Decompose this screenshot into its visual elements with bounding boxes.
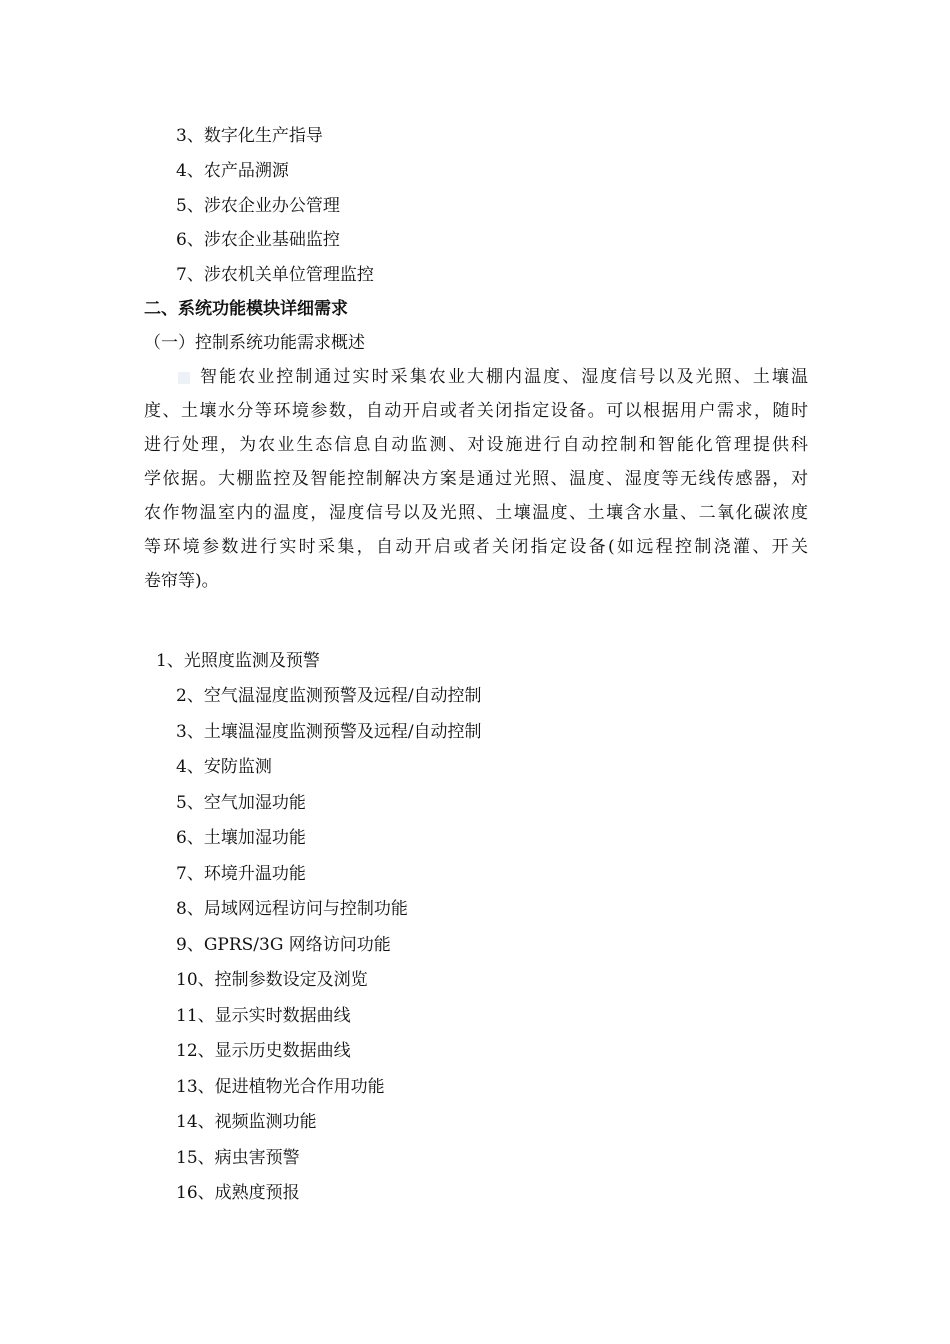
list-item: 6、涉农企业基础监控 <box>176 230 340 250</box>
paragraph-line: 等环境参数进行实时采集，自动开启或者关闭指定设备(如远程控制浇灌、开关 <box>144 537 808 557</box>
paragraph-line: 学依据。大棚监控及智能控制解决方案是通过光照、温度、湿度等无线传感器，对 <box>144 469 808 489</box>
list-item: 5、涉农企业办公管理 <box>176 196 340 216</box>
paragraph-line: 智能农业控制通过实时采集农业大棚内温度、湿度信号以及光照、土壤温 <box>200 367 808 387</box>
list-item: 16、成熟度预报 <box>176 1183 300 1203</box>
list-item: 4、农产品溯源 <box>176 161 289 181</box>
subsection-heading: （一）控制系统功能需求概述 <box>144 333 365 353</box>
list-item: 14、视频监测功能 <box>176 1112 317 1132</box>
list-item: 1、光照度监测及预警 <box>156 651 320 671</box>
list-item: 12、显示历史数据曲线 <box>176 1041 351 1061</box>
list-item: 7、涉农机关单位管理监控 <box>176 265 374 285</box>
list-item: 11、显示实时数据曲线 <box>176 1006 351 1026</box>
list-item: 6、土壤加湿功能 <box>176 828 306 848</box>
paragraph-line: 卷帘等)。 <box>144 571 219 591</box>
paragraph-line: 进行处理，为农业生态信息自动监测、对设施进行自动控制和智能化管理提供科 <box>144 435 808 455</box>
section-heading: 二、系统功能模块详细需求 <box>144 299 348 319</box>
list-item: 2、空气温湿度监测预警及远程/自动控制 <box>176 686 482 706</box>
list-item: 15、病虫害预警 <box>176 1148 300 1168</box>
list-item: 13、促进植物光合作用功能 <box>176 1077 385 1097</box>
list-item: 8、局域网远程访问与控制功能 <box>176 899 408 919</box>
list-item: 9、GPRS/3G 网络访问功能 <box>176 935 391 955</box>
paragraph-marker <box>178 372 190 384</box>
list-item: 7、环境升温功能 <box>176 864 306 884</box>
list-item: 3、数字化生产指导 <box>176 126 323 146</box>
list-item: 10、控制参数设定及浏览 <box>176 970 368 990</box>
list-item: 5、空气加湿功能 <box>176 793 306 813</box>
paragraph-line: 度、土壤水分等环境参数，自动开启或者关闭指定设备。可以根据用户需求，随时 <box>144 401 808 421</box>
list-item: 3、土壤温湿度监测预警及远程/自动控制 <box>176 722 482 742</box>
paragraph-line: 农作物温室内的温度，湿度信号以及光照、土壤温度、土壤含水量、二氧化碳浓度 <box>144 503 808 523</box>
list-item: 4、安防监测 <box>176 757 272 777</box>
